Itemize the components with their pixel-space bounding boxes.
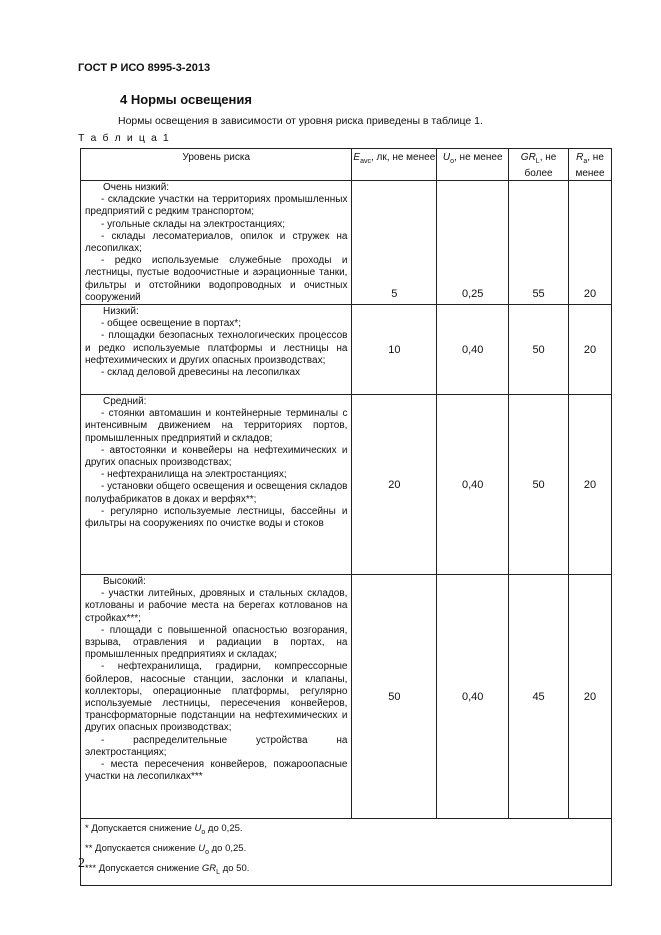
glare-value: 50 [509,305,569,395]
risk-item: - общее освещение в портах*; [101,318,241,330]
uniformity-value: 0,40 [437,395,509,575]
illuminance-value: 20 [352,395,437,575]
color-rendering-value: 20 [569,575,612,819]
uniformity-value: 0,25 [437,181,509,305]
table-note: ** Допускается снижение $U_o$ до 0,25. [85,842,247,856]
risk-item: - угольные склады на электростанциях; [101,218,286,230]
section-intro: Нормы освещения в зависимости от уровня риска приведены в таблице 1. [118,115,483,127]
risk-description [81,181,352,305]
table-caption: Т а б л и ц а 1 [78,132,171,144]
risk-description [81,575,352,819]
illuminance-value: 5 [352,181,437,305]
risk-item: - автостоянки и конвейеры на нефтехимических и других опасных производствах; [85,444,348,469]
page-number: 2 [78,856,85,871]
header-risk-level: Уровень риска [81,149,352,181]
risk-description [81,305,352,395]
risk-item: - площади с повышенной опасностью возгорания, взрыва, отравления и радиации в портах, на промышленных предприятиях и складах; [85,624,348,661]
risk-item: - регулярно используемые лестницы, бассейны и фильтры на сооружениях по очистке воды и стоков [85,505,348,530]
risk-item: - нефтехранилища на электростанциях; [101,469,287,481]
table-row-very-low [81,181,612,305]
risk-item: - распределительные устройства на электростанциях; [85,734,348,758]
color-rendering-value: 20 [569,181,612,305]
risk-item: - участки литейных, дровяных и стальных складов, котлованы и рабочие места на берегах котлованов на стройках***; [85,588,348,624]
risk-item: - стоянки автомашин и контейнерные терминалы с интенсивным движением на территориях портов, промышленных предприятий и складов; [85,408,348,444]
risk-item: - нефтехранилища, градирни, компрессорные бойлеров, насосные станции, заслонки и клапаны, коллекторы, операционные платформы, регулярно используемые лестницы, пересечения конвейеров, трансформаторные подстанции на нефтехимических и других опасных производствах; [85,661,348,734]
table-note: *** Допускается снижение $GR_L$ до 50. [85,862,250,876]
header-uniformity: $U_o$, не менее [437,149,509,181]
risk-item: - склад деловой древесины на лесопилках [101,367,301,379]
risk-level-label: Высокий: [103,576,146,588]
illuminance-value: 10 [352,305,437,395]
table-notes [81,819,612,886]
table-notes-row [81,819,612,886]
glare-value: 45 [509,575,569,819]
standard-header: ГОСТ Р ИСО 8995-3-2013 [78,62,211,74]
table-note: * Допускается снижение $U_o$ до 0,25. [85,823,243,836]
table-header-row [81,149,612,181]
table-row-medium [81,395,612,575]
risk-level-label: Очень низкий: [103,182,170,193]
color-rendering-value: 20 [569,395,612,575]
risk-description [81,395,352,575]
risk-item: - площадки безопасных технологических процессов и редко используемые платформы и лестницы на нефтехимических и других опасных производствах; [85,330,348,366]
header-glare-rating: $GR_L$, не более [509,149,569,181]
header-illuminance: $E_{avc}$, лк, не менее [352,149,437,181]
risk-level-label: Низкий: [103,306,139,318]
risk-item: - редко используемые служебные проходы и лестницы, пустые водоочистные и аэрационные танки, фильтры и отстойники водопроводных и очистных сооружений [85,255,348,303]
risk-item: - места пересечения конвейеров, пожароопасные участки на лесопилках*** [85,759,348,783]
risk-level-label: Средний: [103,396,147,408]
illuminance-value: 50 [352,575,437,819]
risk-item: - установки общего освещения и освещения складов полуфабрикатов в доках и верфях**; [85,481,348,505]
risk-item: - склады лесоматериалов, опилок и стружек на лесопилках; [85,230,348,255]
glare-value: 50 [509,395,569,575]
risk-item: - складские участки на территориях промышленных предприятий с редким транспортом; [85,194,348,218]
color-rendering-value: 20 [569,305,612,395]
table-row-high [81,575,612,819]
section-title: 4 Нормы освещения [120,92,252,107]
uniformity-value: 0,40 [437,575,509,819]
table-row-low [81,305,612,395]
uniformity-value: 0,40 [437,305,509,395]
header-color-rendering: $R_a$, не менее [569,149,612,181]
glare-value: 55 [509,181,569,305]
lighting-norms-table [80,148,612,886]
